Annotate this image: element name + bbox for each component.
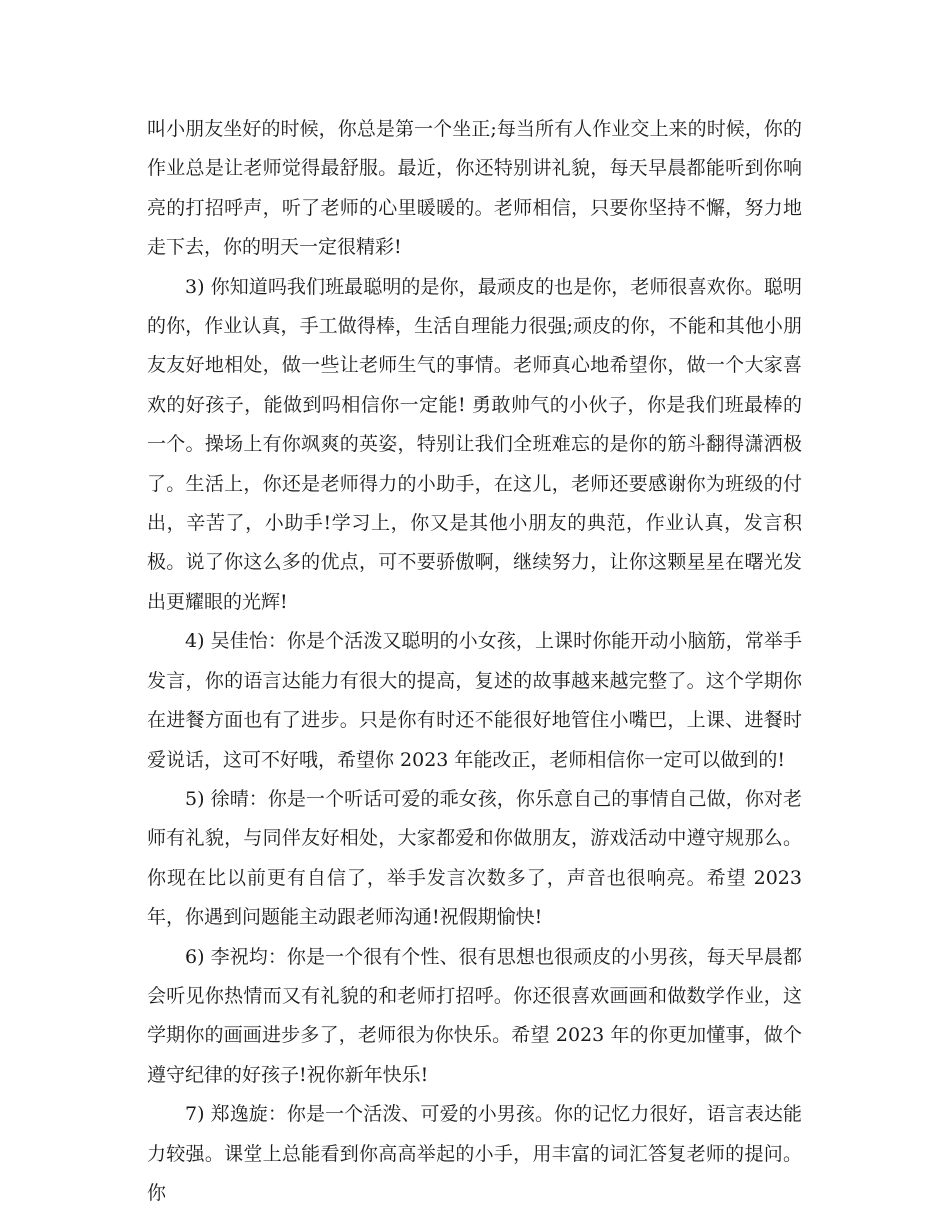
paragraph-comment-3: 3) 你知道吗我们班最聪明的是你，最顽皮的也是你，老师很喜欢你。聪明的你，作业认真，手工做得棒，生活自理能力很强;顽皮的你，不能和其他小朋友友好地相处，做一些让老师生气的事情。老师真心地希望你，做一个大家喜欢的好孩子，能做到吗相信你一定能! 勇敢帅气的小伙子，你是我们班最棒的一个。操场上有你飒爽的英姿，特别让我们全班难忘的是你的筋斗翻得潇洒极了。生活上，你还是老师得力的小助手，在这儿，老师还要感谢你为班级的付出，辛苦了，小助手!学习上，你又是其他小朋友的典范，作业认真，发言积极。说了你这么多的优点，可不要骄傲啊，继续努力，让你这颗星星在曙光发出更耀眼的光辉! (147, 275, 802, 613)
paragraph-comment-5: 5) 徐晴：你是一个听话可爱的乖女孩，你乐意自己的事情自己做，你对老师有礼貌，与同伴友好相处，大家都爱和你做朋友，游戏活动中遵守规那么。你现在比以前更有自信了，举手发言次数多了，声音也很响亮。希望 2023 年，你遇到问题能主动跟老师沟通!祝假期愉快! (147, 787, 802, 929)
paragraph-comment-7: 7) 郑逸旋：你是一个活泼、可爱的小男孩。你的记忆力很好，语言表达能力较强。课堂上总能看到你高高举起的小手，用丰富的词汇答复老师的提问。你 (147, 1103, 802, 1204)
paragraph-comment-4: 4) 吴佳怡：你是个活泼又聪明的小女孩，上课时你能开动小脑筋，常举手发言，你的语言达能力有很大的提高，复述的故事越来越完整了。这个学期你在进餐方面也有了进步。只是你有时还不能很好地管住小嘴巴，上课、进餐时爱说话，这可不好哦，希望你 2023 年能改正，老师相信你一定可以做到的! (147, 630, 802, 771)
document-body (147, 110, 802, 1213)
paragraph-comment-6: 6) 李祝均：你是一个很有个性、很有思想也很顽皮的小男孩，每天早晨都会听见你热情而又有礼貌的和老师打招呼。你还很喜欢画画和做数学作业，这学期你的画画进步多了，老师很为你快乐。希望 2023 年的你更加懂事，做个遵守纪律的好孩子!祝你新年快乐! (147, 945, 802, 1086)
paragraph-continuation: 叫小朋友坐好的时候，你总是第一个坐正;每当所有人作业交上来的时候，你的作业总是让老师觉得最舒服。最近，你还特别讲礼貌，每天早晨都能听到你响亮的打招呼声，听了老师的心里暖暖的。老师相信，只要你坚持不懈，努力地走下去，你的明天一定很精彩! (147, 118, 802, 259)
